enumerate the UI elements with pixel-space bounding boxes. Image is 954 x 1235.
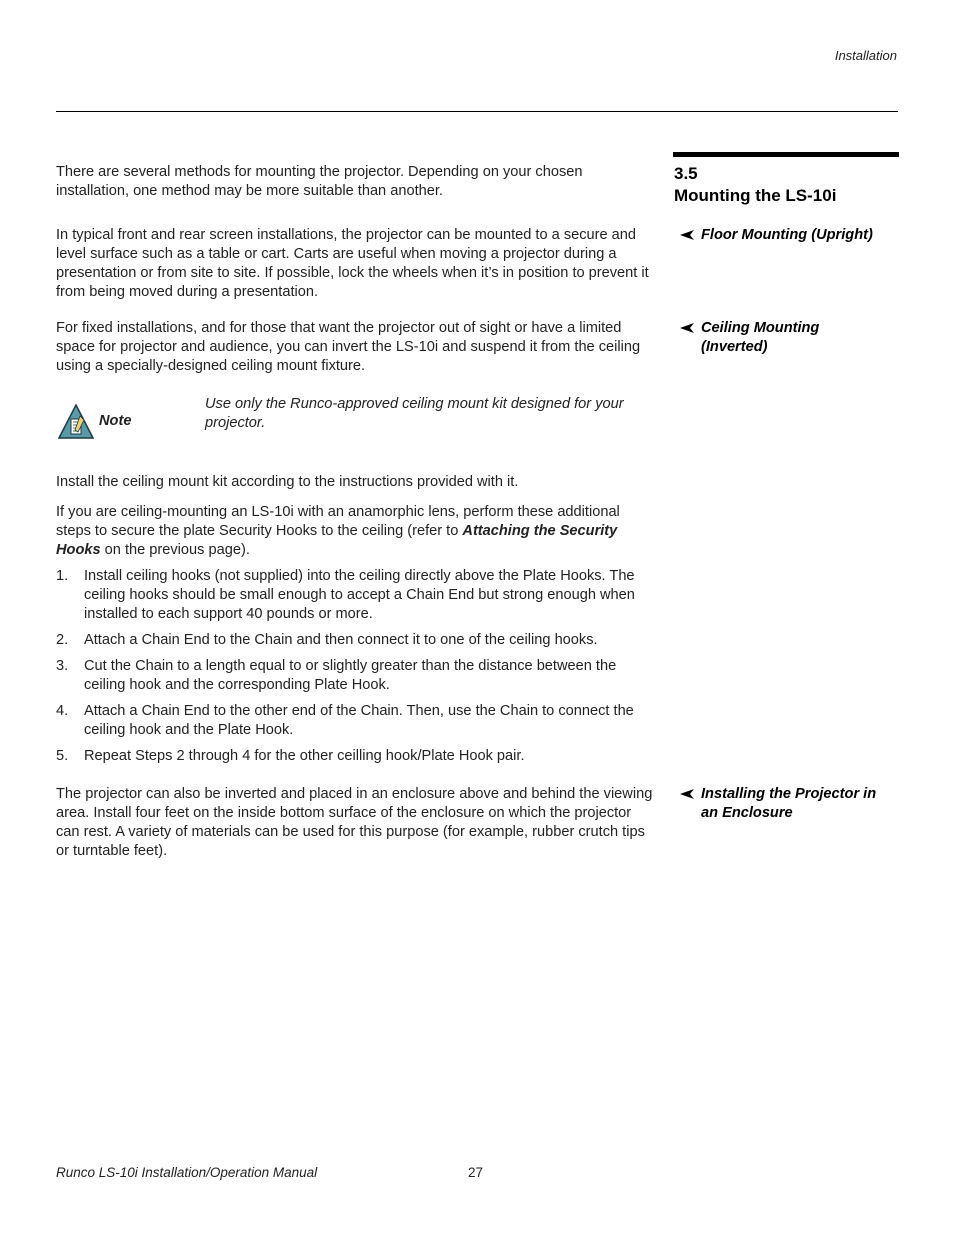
ceiling-mounting-heading: Ceiling Mounting (Inverted)	[680, 319, 895, 357]
arrow-left-icon	[680, 230, 694, 240]
running-header: Installation	[834, 48, 897, 63]
note-pencil-icon	[58, 404, 94, 440]
page-number: 27	[468, 1165, 484, 1180]
steps-list	[56, 567, 656, 773]
arrow-left-icon	[680, 323, 694, 333]
install-kit-paragraph: Install the ceiling mount kit according to the instructions provided with it.	[56, 474, 519, 490]
section-title: Mounting the LS-10i	[674, 186, 837, 205]
intro-paragraph: There are several methods for mounting the projector. Depending on your chosen installation, one method may be more suitable than another.	[56, 164, 583, 199]
list-item: 2. Attach a Chain End to the Chain and then connect it to one of the ceiling hooks.	[56, 632, 598, 648]
floor-mounting-heading: Floor Mounting (Upright)	[680, 226, 895, 245]
footer-manual-title: Runco LS-10i Installation/Operation Manual	[56, 1165, 318, 1180]
enclosure-heading: Installing the Projector in an Enclosure	[680, 785, 895, 823]
list-item: 5. Repeat Steps 2 through 4 for the other ceilling hook/Plate Hook pair.	[56, 748, 525, 764]
header-rule	[56, 111, 898, 112]
section-number: 3.5	[674, 164, 698, 183]
security-hooks-reference: Attaching the Security Hooks	[56, 523, 618, 558]
list-item: 4. Attach a Chain End to the other end of the Chain. Then, use the Chain to connect the ceiling hook and the Plate Hook.	[56, 703, 634, 738]
list-item: 1. Install ceiling hooks (not supplied) into the ceiling directly above the Plate Hooks. The ceiling hooks should be small enough to accept a Chain End but strong enough when installed to each support 40 pounds or more.	[56, 568, 635, 622]
note-text: Use only the Runco-approved ceiling mount kit designed for your projector.	[205, 396, 624, 431]
enclosure-paragraph: The projector can also be inverted and placed in an enclosure above and behind the viewing area. Install four feet on the inside bottom surface of the enclosure on which the projector can rest. A variety of materials can be used for this purpose (for example, rubber crutch tips or turntable feet).	[56, 786, 653, 859]
list-item: 3. Cut the Chain to a length equal to or slightly greater than the distance between the ceiling hook and the corresponding Plate Hook.	[56, 658, 617, 693]
arrow-left-icon	[680, 789, 694, 799]
floor-mounting-paragraph: In typical front and rear screen installations, the projector can be mounted to a secure and level surface such as a table or cart. Carts are useful when moving a projector during a presentation or from site to site. If possible, lock the wheels when it’s in position to prevent it from being moved during a presentation.	[56, 227, 649, 300]
note-label: Note	[99, 413, 132, 429]
ceiling-mounting-paragraph: For fixed installations, and for those that want the projector out of sight or have a limited space for projector and audience, you can invert the LS-10i and suspend it from the ceiling using a specially-designed ceiling mount fixture.	[56, 320, 641, 374]
anamorphic-paragraph: If you are ceiling-mounting an LS-10i with an anamorphic lens, perform these additional steps to secure the plate Security Hooks to the ceiling (refer to Attaching the Security Hooks on the previous page).	[56, 504, 620, 558]
section-bar	[673, 152, 899, 157]
